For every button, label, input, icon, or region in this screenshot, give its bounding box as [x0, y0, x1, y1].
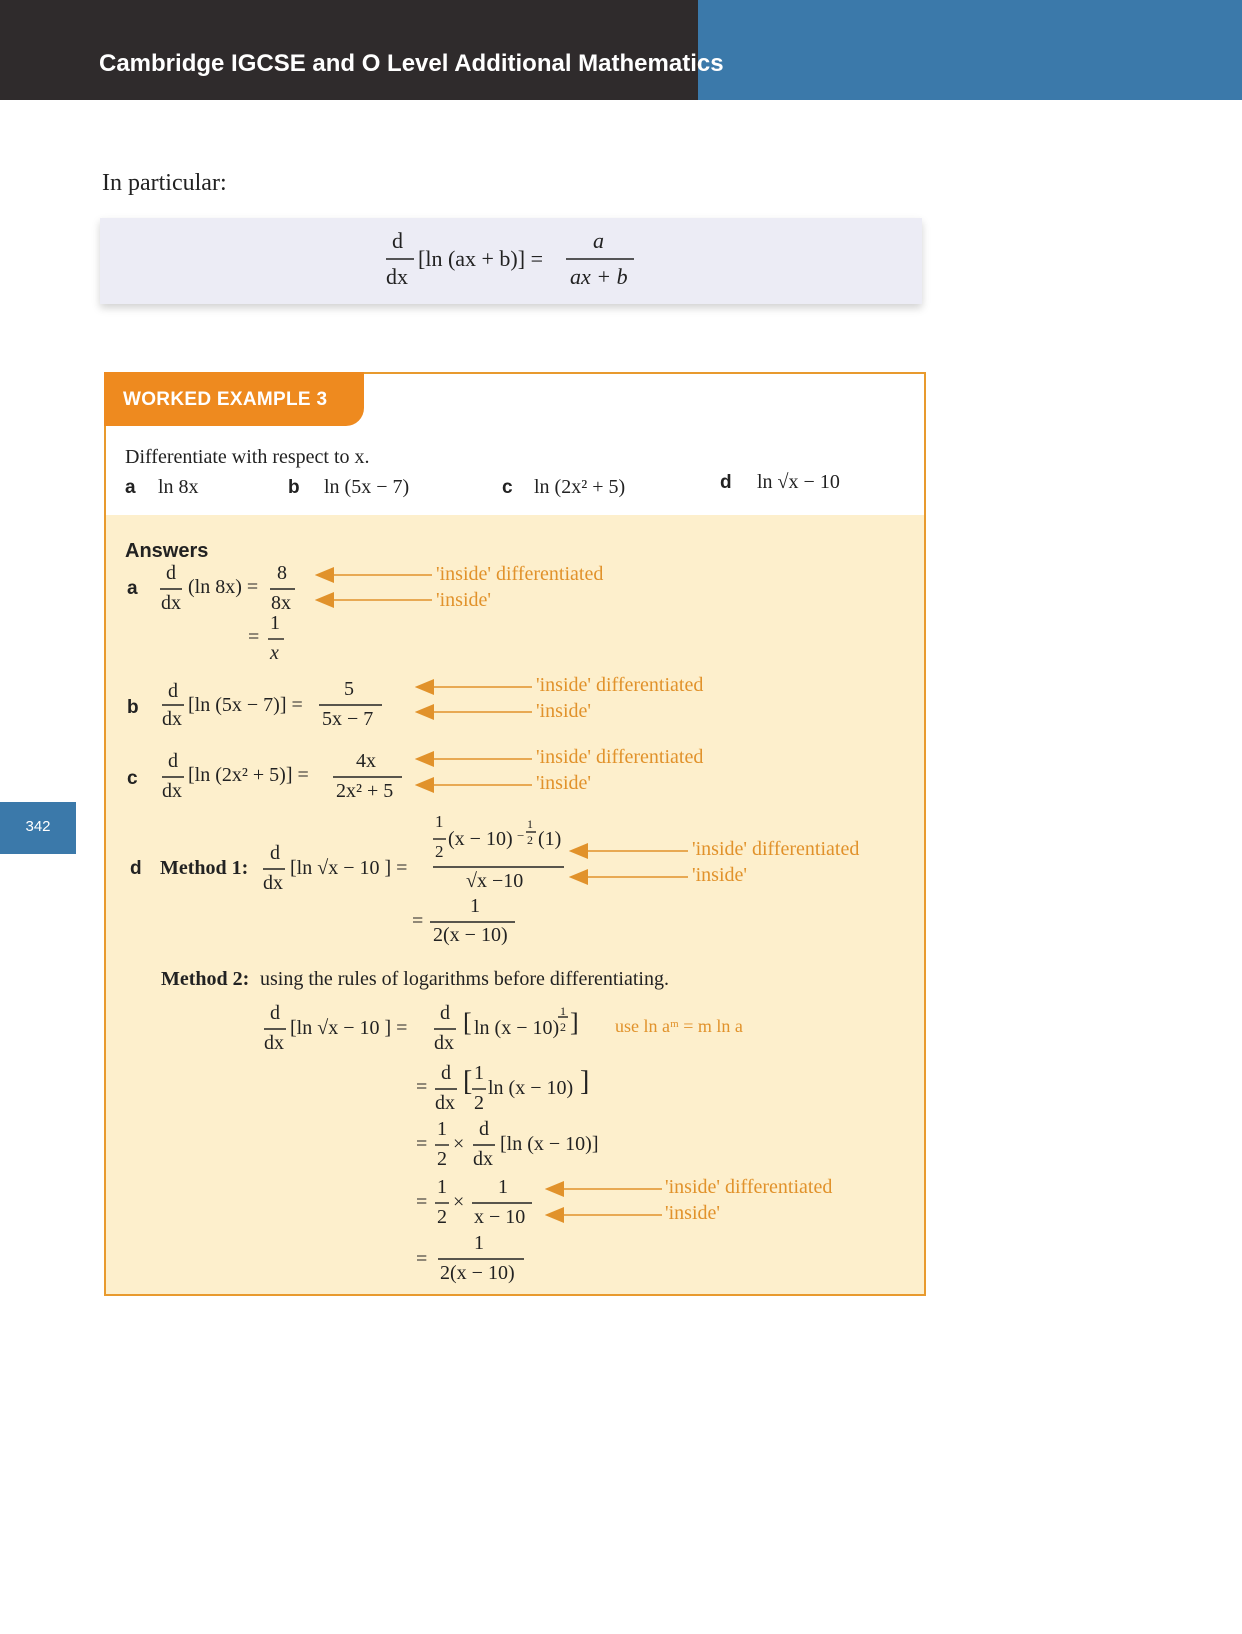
m2-s3-eq: = — [416, 1133, 428, 1155]
m2-rule: use ln aᵐ = m ln a — [615, 1016, 743, 1036]
m2-s5-den: 2(x − 10) — [440, 1262, 515, 1284]
m2-s1-body: ln (x − 10) — [474, 1017, 560, 1039]
ans-a-num2: 1 — [270, 612, 280, 634]
m1-exp-d: 2 — [527, 833, 533, 847]
m2-s2-d: d — [441, 1062, 451, 1084]
m1-half-n: 1 — [435, 812, 444, 831]
m2-s3-d: d — [479, 1118, 489, 1140]
part-d-expr: ln √x − 10 — [757, 471, 840, 493]
m1-note-inside: 'inside' — [692, 864, 747, 886]
ans-c-den: 2x² + 5 — [336, 780, 394, 802]
ans-b-note-diff: 'inside' differentiated — [536, 674, 704, 696]
m2-s3-half-d: 2 — [437, 1148, 447, 1170]
m2-s4-den: x − 10 — [474, 1206, 526, 1228]
m2-s4-half-n: 1 — [437, 1176, 447, 1198]
part-b-expr: ln (5x − 7) — [324, 476, 410, 498]
m2-s3-half-n: 1 — [437, 1118, 447, 1140]
m1-dx: dx — [263, 872, 283, 894]
ans-a-d: d — [166, 562, 176, 584]
intro-text: In particular: — [102, 170, 227, 196]
part-b-letter: b — [288, 477, 300, 498]
ans-c-d: d — [168, 750, 178, 772]
ans-c-note-inside: 'inside' — [536, 772, 591, 794]
ans-a-body: (ln 8x) = — [188, 576, 259, 598]
method2-label: Method 2: — [161, 968, 250, 990]
m1-exp-n: 1 — [527, 817, 533, 831]
key-d: d — [392, 228, 403, 253]
m1-eq: = — [412, 910, 424, 932]
ans-c-dx: dx — [162, 780, 182, 802]
page-number: 342 — [25, 818, 51, 835]
method2-text: using the rules of logarithms before differentiating. — [260, 968, 669, 990]
m2-s2-bracket-open: [ — [463, 1066, 473, 1097]
answer-b-letter: b — [127, 697, 139, 718]
m1-res-num: 1 — [470, 895, 480, 917]
m2-s4-num: 1 — [498, 1176, 508, 1198]
key-lhs-body: [ln (ax + b)] = — [418, 246, 543, 271]
part-c-expr: ln (2x² + 5) — [534, 476, 626, 498]
m2-note-inside: 'inside' — [665, 1202, 720, 1224]
ans-a-den2: x — [270, 642, 279, 664]
m1-den: √x −10 — [466, 870, 524, 892]
ans-a-num: 8 — [277, 562, 287, 584]
key-rhs-den: ax + b — [570, 264, 628, 289]
ans-b-den: 5x − 7 — [322, 708, 374, 730]
m2-s2-body: ln (x − 10) — [488, 1077, 574, 1099]
ans-b-d: d — [168, 680, 178, 702]
m1-num-tail: (1) — [538, 828, 562, 850]
m2-s3-body: [ln (x − 10)] — [500, 1133, 599, 1155]
m2-s1-bracket-open: [ — [463, 1008, 472, 1037]
key-rhs-num: a — [593, 228, 604, 253]
m1-num-body: (x − 10) — [448, 828, 513, 850]
m2-s4-half-d: 2 — [437, 1206, 447, 1228]
part-d-letter: d — [720, 472, 732, 493]
answer-d-letter: d — [130, 858, 142, 879]
m1-body: [ln √x − 10 ] = — [290, 857, 408, 879]
m2-s2-dx: dx — [435, 1092, 455, 1114]
ans-a-note-inside: 'inside' — [436, 589, 491, 611]
ans-c-body: [ln (2x² + 5)] = — [188, 764, 309, 786]
m2-s2-half-d: 2 — [474, 1092, 484, 1114]
part-a-letter: a — [125, 477, 136, 498]
m2-s2-eq: = — [416, 1076, 428, 1098]
question-text: Differentiate with respect to x. — [125, 446, 370, 468]
m2-s4-eq: = — [416, 1191, 428, 1213]
key-dx: dx — [386, 264, 408, 289]
m2-s1-d: d — [440, 1002, 450, 1024]
m2-s1-dx: dx — [434, 1032, 454, 1054]
m2-s1-bracket-close: ] — [570, 1008, 579, 1037]
worked-example-label: WORKED EXAMPLE 3 — [123, 389, 328, 410]
ans-a-den: 8x — [271, 592, 291, 614]
book-title: Cambridge IGCSE and O Level Additional Mathematics — [99, 50, 724, 77]
m2-s5-eq: = — [416, 1248, 428, 1270]
ans-b-note-inside: 'inside' — [536, 700, 591, 722]
ans-b-num: 5 — [344, 678, 354, 700]
m2-s3-times: × — [453, 1133, 465, 1155]
m2-lhs-d: d — [270, 1002, 280, 1024]
answers-title: Answers — [125, 540, 209, 562]
ans-a-note-diff: 'inside' differentiated — [436, 563, 604, 585]
m2-lhs-dx: dx — [264, 1032, 284, 1054]
ans-b-body: [ln (5x − 7)] = — [188, 694, 303, 716]
m1-res-den: 2(x − 10) — [433, 924, 508, 946]
answer-c-letter: c — [127, 768, 138, 789]
m2-s1-exp-n: 1 — [560, 1004, 566, 1018]
part-a-expr: ln 8x — [158, 476, 199, 498]
m2-s2-half-n: 1 — [474, 1062, 484, 1084]
method1-label: Method 1: — [160, 857, 249, 879]
ans-c-num: 4x — [356, 750, 376, 772]
m1-note-diff: 'inside' differentiated — [692, 838, 860, 860]
m2-s4-times: × — [453, 1191, 465, 1213]
m1-d: d — [270, 842, 280, 864]
m2-s5-num: 1 — [474, 1232, 484, 1254]
answer-a-letter: a — [127, 578, 138, 599]
ans-a-eq: = — [248, 626, 260, 648]
m1-half-d: 2 — [435, 842, 444, 861]
m2-s3-dx: dx — [473, 1148, 493, 1170]
m1-exp-sign: − — [517, 828, 525, 843]
m2-lhs-body: [ln √x − 10 ] = — [290, 1017, 408, 1039]
m2-s1-exp-d: 2 — [560, 1020, 566, 1034]
part-c-letter: c — [502, 477, 513, 498]
m2-note-diff: 'inside' differentiated — [665, 1176, 833, 1198]
ans-c-note-diff: 'inside' differentiated — [536, 746, 704, 768]
ans-b-dx: dx — [162, 708, 182, 730]
ans-a-dx: dx — [161, 592, 181, 614]
m2-s2-bracket-close: ] — [580, 1066, 590, 1097]
